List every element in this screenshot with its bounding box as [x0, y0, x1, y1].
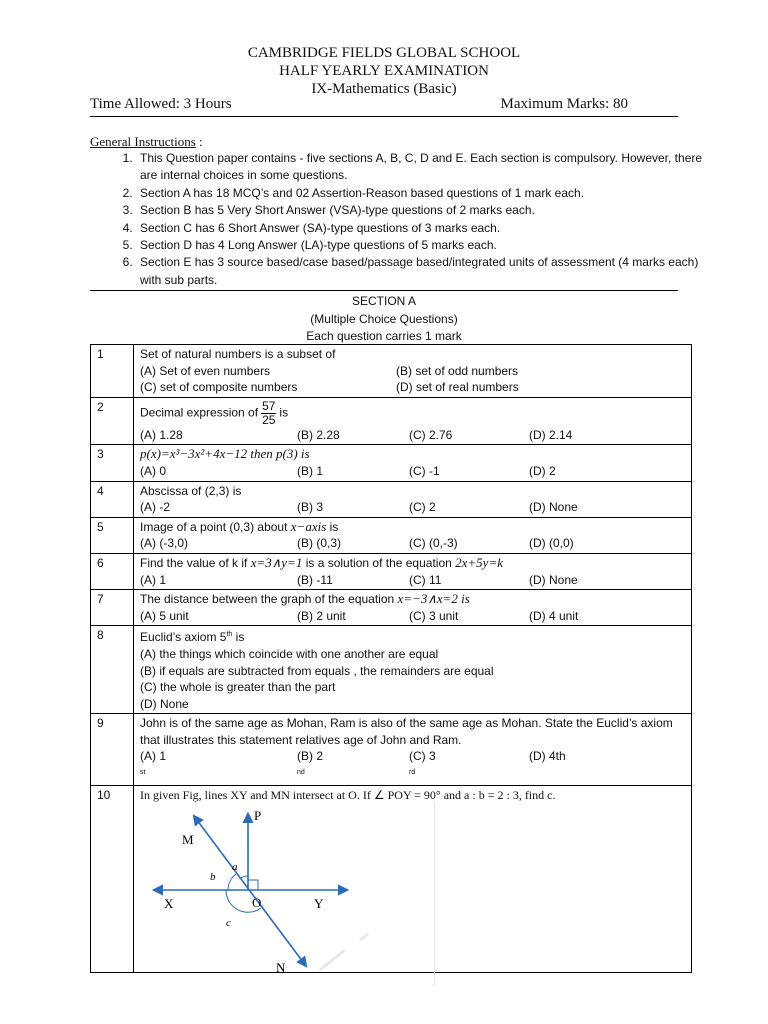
question-text: John is of the same age as Mohan, Ram is also of the same age as Mohan. State the Euclid’s axiom that illustrates this statement relatives age of John and Ram. [140, 716, 673, 747]
section-title: SECTION A [351, 294, 416, 308]
question-row [91, 345, 692, 398]
question-row [91, 445, 692, 481]
instructions-list [90, 150, 716, 289]
question-number: 9 [91, 714, 134, 785]
question-body [134, 445, 692, 481]
maximum-marks: Maximum Marks: 80 [500, 96, 628, 112]
option-d: (D) None [529, 572, 578, 587]
label-n: N [276, 959, 286, 975]
option-c: (C) set of composite numbers [140, 380, 298, 395]
question-row [91, 626, 692, 714]
questions-table [90, 344, 692, 973]
option-d: (D) 2.14 [529, 427, 573, 442]
question-number: 8 [91, 626, 134, 714]
figure-border [434, 802, 435, 986]
question-body [134, 481, 692, 517]
question-body [134, 345, 692, 398]
option-d: (D) (0,0) [529, 536, 574, 551]
option-b: (B) 2nd [297, 749, 324, 777]
instruction-item: 2. Section A has 18 MCQ’s and 02 Assertion-Reason based questions of 1 mark each. [136, 185, 716, 202]
question-row [91, 553, 692, 589]
question-number: 2 [91, 397, 134, 445]
label-x: X [164, 895, 174, 911]
right-angle-mark [248, 880, 258, 890]
question-text: Set of natural numbers is a subset of [140, 347, 336, 361]
time-marks-row [90, 96, 678, 116]
question-number: 4 [91, 481, 134, 517]
option-d: (D) None [529, 500, 578, 515]
option-d: (D) 4 unit [529, 608, 579, 623]
option-b: (B) 3 [297, 500, 324, 515]
instruction-item: 6. Section E has 3 source based/case based/passage based/integrated units of assessment (4 marks each) with sub parts. [136, 254, 716, 289]
instruction-item: 5. Section D has 4 Long Answer (LA)-type questions of 5 marks each. [136, 237, 716, 254]
option-a: (A) 1st [140, 749, 167, 777]
question-body [134, 785, 692, 975]
question-row [91, 590, 692, 626]
option-b: (B) (0,3) [297, 536, 342, 551]
instruction-item: 1. This Question paper contains - five sections A, B, C, D and E. Each section is compulsory. However, there are internal choices in some questions. [136, 150, 716, 185]
question-number: 1 [91, 345, 134, 398]
question-text: The distance between the graph of the equation x=−3∧x=2 is [140, 591, 470, 607]
question-row [91, 481, 692, 517]
question-number: 3 [91, 445, 134, 481]
divider [90, 290, 678, 291]
option-a: (A) 0 [140, 463, 167, 478]
question-row [91, 397, 692, 445]
option-c: (C) 2.76 [409, 427, 453, 442]
subject-name: IX-Mathematics (Basic) [311, 81, 457, 97]
question-row [91, 714, 692, 785]
question-number: 7 [91, 590, 134, 626]
option-d: (D) 4th [529, 749, 566, 764]
option-d: (D) None [140, 696, 189, 711]
option-a: (A) 5 unit [140, 608, 189, 623]
option-d: (D) set of real numbers [396, 380, 519, 395]
angle-a-arc [240, 876, 248, 879]
label-a: a [232, 860, 238, 873]
option-c: (C) 11 [409, 572, 442, 587]
question-number: 10 [91, 785, 134, 972]
option-b: (B) 2.28 [297, 427, 340, 442]
question-text: Image of a point (0,3) about x−axis is [140, 518, 339, 534]
instruction-item: 3. Section B has 5 Very Short Answer (VSA)-type questions of 2 marks each. [136, 202, 716, 219]
label-c: c [226, 916, 231, 929]
option-d: (D) 2 [529, 463, 556, 478]
question-number: 5 [91, 517, 134, 553]
option-c: (C) 2 [409, 500, 436, 515]
option-a: (A) -2 [140, 500, 170, 515]
question-text: Find the value of k if x=3∧y=1 is a solution of the equation 2x+5y=k [140, 554, 503, 570]
fraction: $\frac{57}{25}$ [262, 398, 276, 427]
option-b: (B) if equals are subtracted from equals , the remainders are equal [140, 663, 494, 678]
question-number: 6 [91, 553, 134, 589]
question-body [134, 590, 692, 626]
question-row [91, 517, 692, 553]
question-body [134, 517, 692, 553]
question-body [134, 397, 692, 445]
option-a: (A) 1.28 [140, 427, 183, 442]
question-expression: p(x)=x³−3x²+4x−12 then p(3) is [140, 446, 310, 462]
exam-name: HALF YEARLY EXAMINATION [279, 63, 489, 79]
question-body [134, 553, 692, 589]
option-a: (A) Set of even numbers [140, 363, 271, 378]
question-row [91, 785, 692, 972]
question-text: Euclid’s axiom 5th is [140, 630, 245, 645]
exam-header [90, 44, 678, 98]
label-m: M [182, 831, 194, 847]
option-b: (B) -11 [297, 572, 333, 587]
option-c: (C) the whole is greater than the part [140, 680, 336, 695]
line-mn [194, 816, 306, 966]
label-p: P [254, 807, 262, 823]
divider [90, 116, 678, 117]
question-body [134, 626, 692, 714]
school-name: CAMBRIDGE FIELDS GLOBAL SCHOOL [247, 45, 521, 61]
option-a: (A) 1 [140, 572, 167, 587]
option-a: (A) (-3,0) [140, 536, 188, 551]
label-o: O [252, 894, 262, 910]
question-text: Abscissa of (2,3) is [140, 483, 242, 498]
question-body [134, 714, 692, 785]
section-subtitle: (Multiple Choice Questions) [310, 311, 458, 326]
label-y: Y [314, 895, 324, 911]
option-b: (B) 2 unit [297, 608, 346, 623]
question-text: In given Fig, lines XY and MN intersect at O. If ∠ POY = 90° and a : b = 2 : 3, find c. [140, 787, 556, 802]
time-allowed: Time Allowed: 3 Hours [90, 96, 232, 112]
option-c: (C) 3rd [409, 749, 436, 777]
label-b: b [210, 870, 216, 883]
option-a: (A) the things which coincide with one another are equal [140, 646, 439, 661]
instructions-title: General Instructions : [90, 134, 203, 149]
intersecting-lines-figure [142, 806, 362, 976]
option-c: (C) -1 [409, 463, 440, 478]
instruction-item: 4. Section C has 6 Short Answer (SA)-type questions of 3 marks each. [136, 220, 716, 237]
angle-b-arc [228, 874, 236, 890]
option-b: (B) 1 [297, 463, 324, 478]
question-text: Decimal expression of $\frac{57}{25}$ is [140, 398, 289, 427]
section-note: Each question carries 1 mark [306, 329, 462, 343]
option-c: (C) 3 unit [409, 608, 459, 623]
option-c: (C) (0,-3) [409, 536, 458, 551]
section-heading [90, 293, 678, 346]
option-b: (B) set of odd numbers [396, 363, 519, 378]
